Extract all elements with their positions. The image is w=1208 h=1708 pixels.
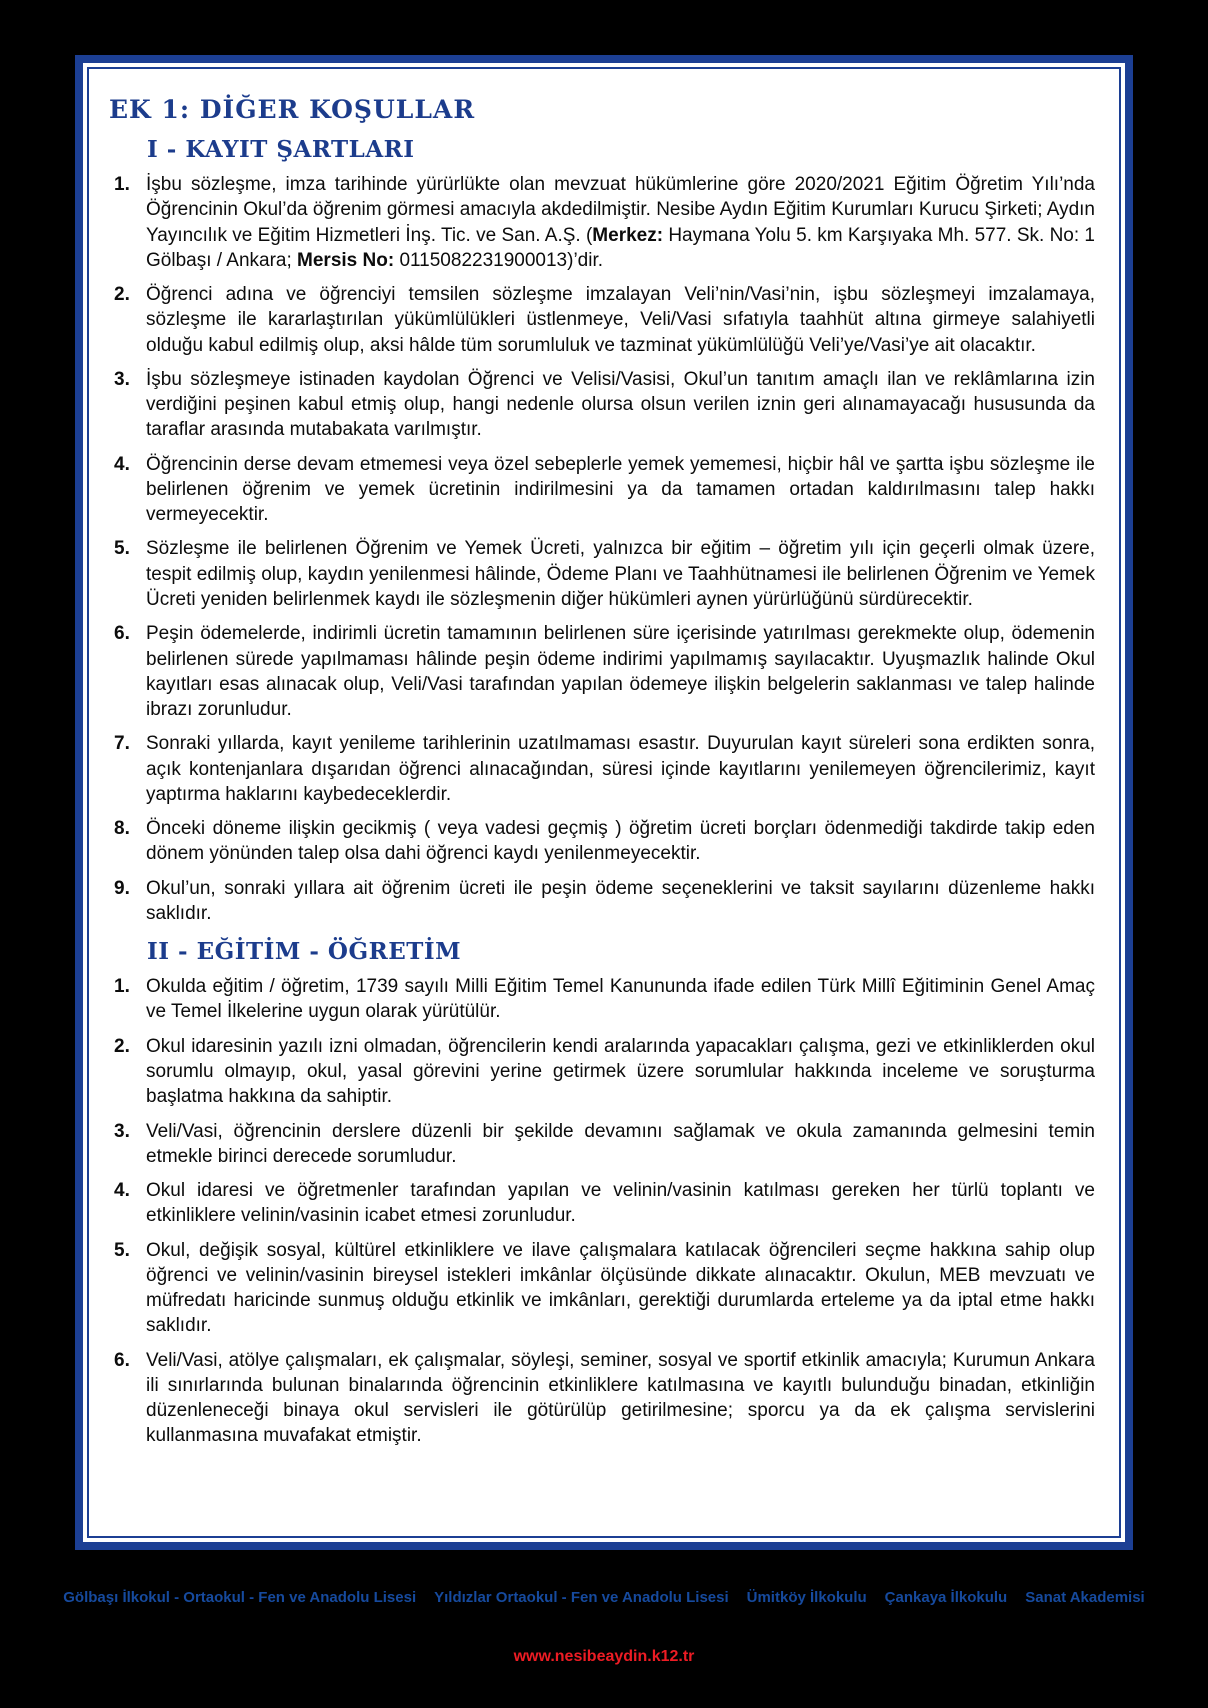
item-number: 5. <box>114 1239 130 1261</box>
item-number: 1. <box>114 174 130 195</box>
list-item <box>109 452 1095 528</box>
item-text: Okul idaresinin yazılı izni olmadan, öğrencilerin kendi aralarında yapacakları çalışma, gezi ve etkinliklerden okul sorumlu olmayıp, okul, yasal görevini yerine getirmek üzere sorumlular hakkında inceleme ve soruşturma başlatma hakkına da sahiptir. <box>146 1035 1095 1108</box>
item-text: Önceki döneme ilişkin gecikmiş ( veya vadesi geçmiş ) öğretim ücreti borçları ödenmediği takdirde takip eden dönem yönünden talep olsa dahi öğrenci kaydı yenilenmeyecektir. <box>146 818 1095 865</box>
item-number: 6. <box>114 623 130 645</box>
item-text: Veli/Vasi, öğrencinin derslere düzenli bir şekilde devamını sağlamak ve okula zamanında gelmesini temin etmekle birinci derecede sorumludur. <box>146 1120 1095 1167</box>
item-number: 2. <box>114 284 130 306</box>
item-number: 2. <box>114 1035 130 1057</box>
item-number: 7. <box>114 733 130 755</box>
footer-website-url: www.nesibeaydin.k12.tr <box>513 1648 695 1665</box>
item-number: 8. <box>114 818 130 840</box>
item-number: 6. <box>114 1349 130 1371</box>
item-text: Okul’un, sonraki yıllara ait öğrenim ücreti ile peşin ödeme seçeneklerini ve taksit sayılarını düzenleme hakkı saklıdır. <box>146 877 1095 924</box>
item-text: Öğrencinin derse devam etmemesi veya özel sebeplerle yemek yememesi, hiçbir hâl ve şartta işbu sözleşme ile belirlenen öğrenim ve yemek ücretinin indirilmesini ya da tamamen ortadan kaldırılmasını talep hakkı vermeyecektir. <box>146 453 1095 526</box>
contract-page <box>75 55 1133 1550</box>
item-number: 9. <box>114 877 130 899</box>
list-item <box>109 282 1095 358</box>
footer-school-name: Çankaya İlkokulu <box>884 1589 1008 1606</box>
section-heading: II - EĞİTİM - ÖĞRETİM <box>147 938 462 966</box>
list-item <box>109 1238 1095 1339</box>
footer-school-name: Yıldızlar Ortaokul - Fen ve Anadolu Lisesi <box>434 1589 729 1606</box>
list-item <box>109 367 1095 443</box>
footer-school-name: Gölbaşı İlkokul - Ortaokul - Fen ve Anadolu Lisesi <box>63 1589 417 1606</box>
list-item <box>109 876 1095 927</box>
footer-school-name: Sanat Akademisi <box>1025 1589 1145 1606</box>
item-number: 3. <box>114 1120 130 1142</box>
item-text: İşbu sözleşme, imza tarihinde yürürlükte olan mevzuat hükümlerine göre 2020/2021 Eğitim Öğretim Yılı’nda Öğrencinin Okul’da öğrenim görmesi amacıyla akdedilmiştir. Nesibe Aydın Eğitim Kurumları Kurucu Şirketi; Aydın Yayıncılık ve Eğitim Hizmetleri İnş. Tic. ve San. A.Ş. (Merkez: Haymana Yolu 5. km Karşıyaka Mh. 577. Sk. No: 1 Gölbaşı / Ankara; Mersis No: 0115082231900013)’dir. <box>146 174 1095 271</box>
item-text: Sonraki yıllarda, kayıt yenileme tarihlerinin uzatılmaması esastır. Duyurulan kayıt süreleri sona erdikten sonra, açık kontenjanlara dışarıdan öğrenci alınacağından, süresi içinde kayıtlarını yenilemeyen öğrencilerimiz, kayıt yaptırma haklarını kaybedeceklerdir. <box>146 733 1095 805</box>
list-item <box>109 172 1095 273</box>
item-number: 4. <box>114 1180 130 1202</box>
list-item <box>109 1178 1095 1229</box>
item-text: Okul idaresi ve öğretmenler tarafından yapılan ve velinin/vasinin katılması gereken her türlü toplantı ve etkinliklere velinin/vasinin icabet etmesi zorunludur. <box>146 1180 1095 1227</box>
item-number: 1. <box>114 976 130 998</box>
list-item <box>109 816 1095 867</box>
item-text: İşbu sözleşmeye istinaden kaydolan Öğrenci ve Velisi/Vasisi, Okul’un tanıtım amaçlı ilan ve reklâmlarına izin verdiğini peşinen kabul etmiş olup, hangi nedenle olursa olsun verilen iznin geri alınamayacağı hususunda da taraflar arasında mutabakata varılmıştır. <box>146 368 1095 441</box>
list-item <box>109 1348 1095 1449</box>
item-number: 5. <box>114 538 130 560</box>
list-item <box>109 1034 1095 1110</box>
footer-school-list <box>0 1589 1208 1606</box>
sections <box>109 136 1095 1449</box>
item-text: Peşin ödemelerde, indirimli ücretin tamamının belirlenen süre içerisinde yatırılması gerekmekte olup, ödemenin belirlenen sürede yapılmaması hâlinde peşin ödeme indirimi yapılmamış sayılacaktır. Uyuşmazlık halinde Okul kayıtları esas alınacak olup, Veli/Vasi tarafından yapılan ödemeye ilişkin belgelerin saklanması ve talep halinde ibrazı zorunludur. <box>146 623 1095 721</box>
item-text: Veli/Vasi, atölye çalışmaları, ek çalışmalar, söyleşi, seminer, sosyal ve sportif etkinlik amacıyla; Kurumun Ankara ili sınırlarında bulunan binalarında öğrencinin etkinliklere katılmasına ve kayıtlı bulunduğu binadan, etkinliğin düzenleneceği binaya okul servisleri ile götürülüp getirilmesine; sporcu ya da ek çalışma servislerini kullanmasına muvafakat etmiştir. <box>146 1349 1095 1447</box>
list-item <box>109 731 1095 807</box>
document-title: EK 1: DİĞER KOŞULLAR <box>109 95 476 124</box>
list-item <box>109 621 1095 722</box>
item-text: Okulda eğitim / öğretim, 1739 sayılı Milli Eğitim Temel Kanununda ifade edilen Türk Millî Eğitiminin Genel Amaç ve Temel İlkelerine uygun olarak yürütülür. <box>146 976 1095 1023</box>
item-text: Öğrenci adına ve öğrenciyi temsilen sözleşme imzalayan Veli’nin/Vasi’nin, işbu sözleşmeyi imzalamaya, sözleşme ile kararlaştırılan yükümlülükleri üstlenmeye, Veli/Vasi sıfatıyla taahhüt altına girmeye salahiyetli olduğu kabul edilmiş olup, aksi hâlde tüm sorumluluk ve tazminat yükümlülüğü Veli’ye/Vasi’ye ait olacaktır. <box>146 284 1095 356</box>
item-number: 3. <box>114 368 130 390</box>
contract-page-inner-border <box>87 67 1121 1538</box>
footer-school-name: Ümitköy İlkokulu <box>746 1589 867 1606</box>
list-item <box>109 536 1095 612</box>
list-item <box>109 974 1095 1025</box>
item-text: Sözleşme ile belirlenen Öğrenim ve Yemek Ücreti, yalnızca bir eğitim – öğretim yılı için geçerli olmak üzere, tespit edilmiş olup, kaydın yenilenmesi hâlinde, Ödeme Planı ve Taahhütnamesi ile belirlenen Öğrenim ve Yemek Ücreti yeniden belirlenmek kaydı ile sözleşmenin diğer hükümleri aynen yürürlüğünü sürdürecektir. <box>146 538 1095 610</box>
section-heading: I - KAYIT ŞARTLARI <box>147 136 415 163</box>
item-text: Okul, değişik sosyal, kültürel etkinliklere ve ilave çalışmalara katılacak öğrencileri seçme hakkına sahip olup öğrenci ve velinin/vasinin bireysel istekleri imkânlar ölçüsünde dikkate alınacaktır. Okulun, MEB mevzuatı ve müfredatı haricinde sunmuş olduğu etkinlik ve imkânları, gerektiği durumlarda erteleme ya da iptal etme hakkı saklıdır. <box>146 1239 1095 1337</box>
list-item <box>109 1119 1095 1170</box>
item-number: 4. <box>114 453 130 475</box>
